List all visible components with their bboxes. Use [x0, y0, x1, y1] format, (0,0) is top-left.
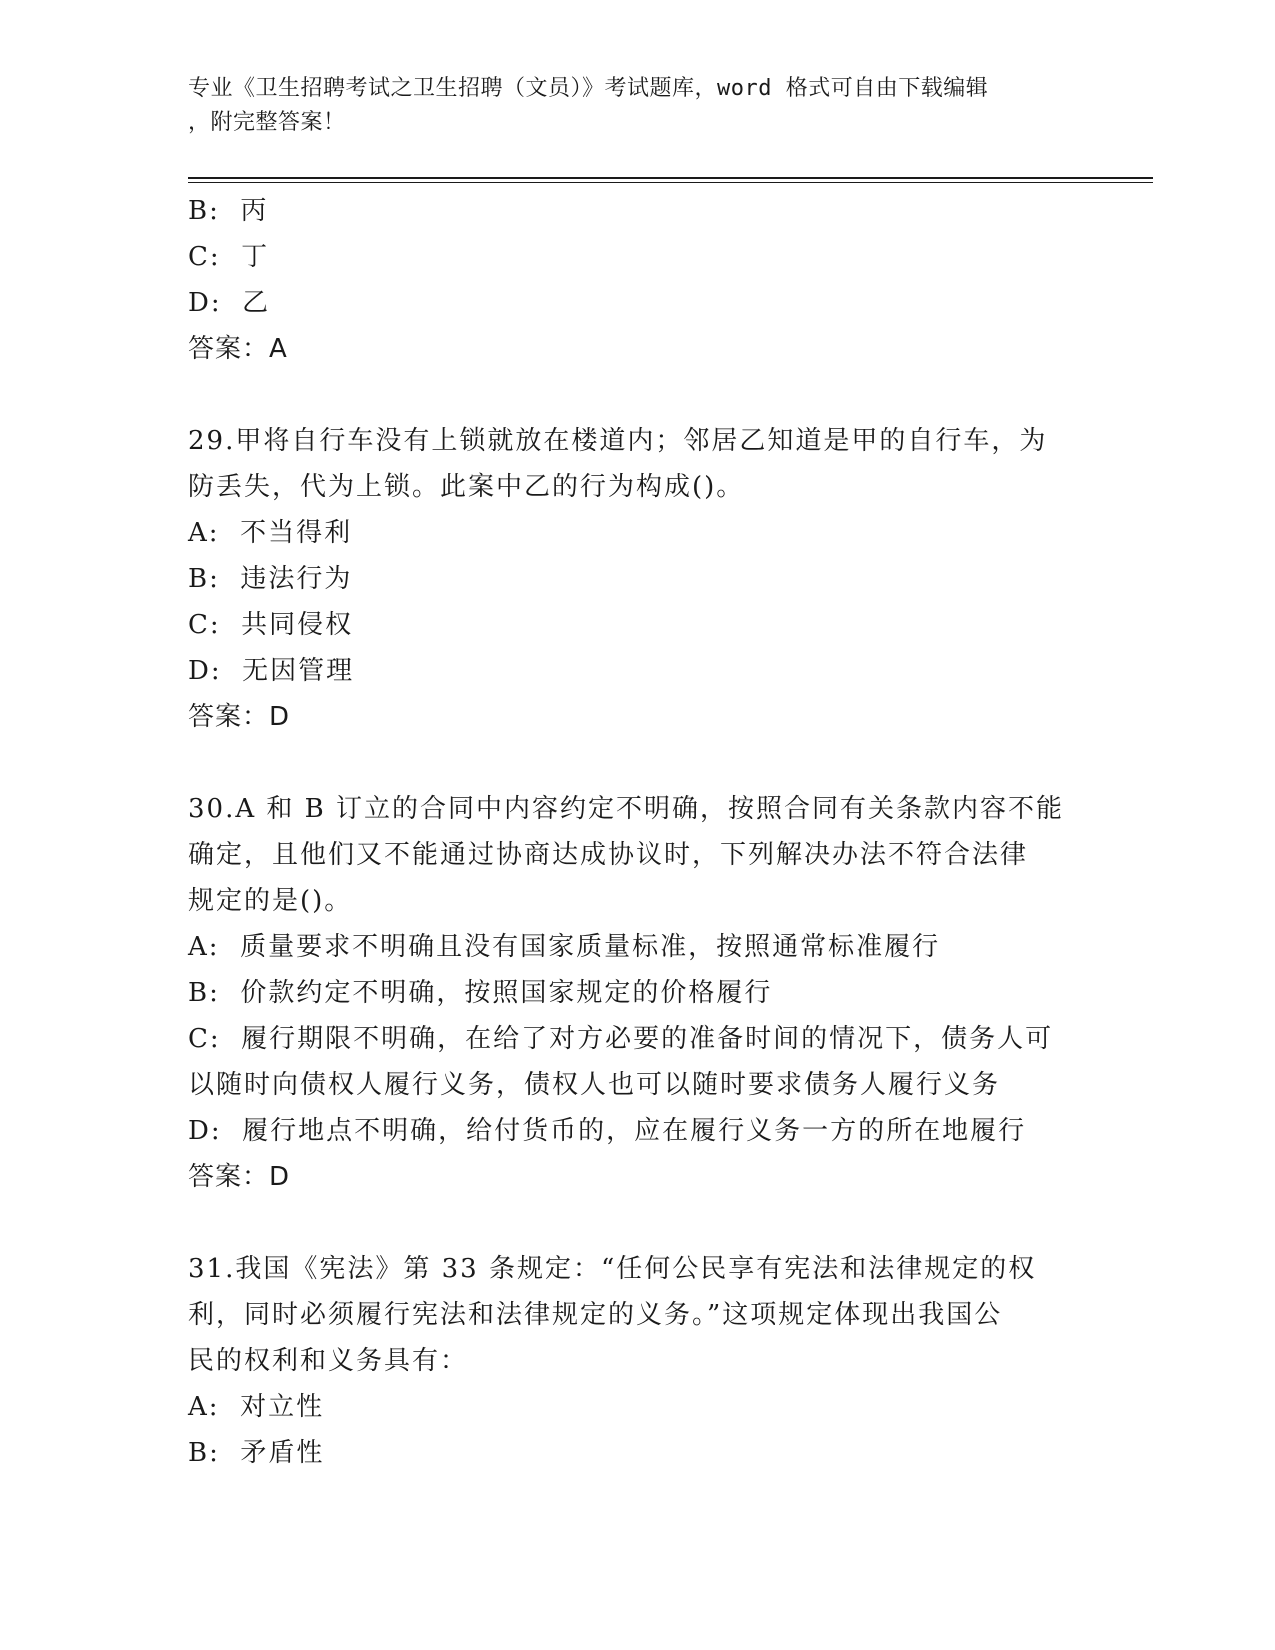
prev-question-block [188, 188, 1068, 372]
spacer [188, 1200, 1068, 1246]
question-text-line: 确定，且他们又不能通过协商达成协议时，下列解决办法不符合法律 [188, 840, 1029, 870]
header-line-1: 专业《卫生招聘考试之卫生招聘（文员）》考试题库，word 格式可自由下载编辑 [188, 76, 989, 101]
document-header [188, 72, 1068, 140]
question-text-line: 防丢失，代为上锁。此案中乙的行为构成()。 [188, 472, 745, 502]
option-d: D: 履行地点不明确，给付货币的，应在履行义务一方的所在地履行 [188, 1116, 1027, 1146]
option-a: A: 不当得利 [188, 518, 353, 548]
option-c-continued: 以随时向债权人履行义务，债权人也可以随时要求债务人履行义务 [188, 1070, 1001, 1100]
question-31 [188, 1246, 1068, 1476]
question-text-line: 29.甲将自行车没有上锁就放在楼道内；邻居乙知道是甲的自行车，为 [188, 426, 1048, 456]
option-b: B: 违法行为 [188, 564, 353, 594]
header-rule-thick [188, 177, 1153, 179]
answer-line: 答案：D [188, 1162, 291, 1192]
header-line-2: ，附完整答案！ [188, 110, 346, 135]
option-a: A: 对立性 [188, 1392, 325, 1422]
option-b: B: 矛盾性 [188, 1438, 325, 1468]
question-text-line: 民的权利和义务具有： [188, 1346, 469, 1376]
question-text-line: 30.A 和 B 订立的合同中内容约定不明确，按照合同有关条款内容不能 [188, 794, 1065, 824]
question-29 [188, 418, 1068, 740]
option-d: D: 乙 [188, 288, 271, 318]
answer-line: 答案：A [188, 334, 288, 364]
option-c: C: 丁 [188, 242, 270, 272]
option-b: B: 丙 [188, 196, 269, 226]
question-content [188, 188, 1068, 1476]
option-d: D: 无因管理 [188, 656, 355, 686]
question-text-line: 31.我国《宪法》第 33 条规定：“任何公民享有宪法和法律规定的权 [188, 1254, 1037, 1284]
option-a: A: 质量要求不明确且没有国家质量标准，按照通常标准履行 [188, 932, 941, 962]
header-rule-thin [188, 182, 1153, 183]
question-30 [188, 786, 1068, 1200]
spacer [188, 740, 1068, 786]
spacer [188, 372, 1068, 418]
option-c: C: 履行期限不明确，在给了对方必要的准备时间的情况下，债务人可 [188, 1024, 1054, 1054]
question-text-line: 利，同时必须履行宪法和法律规定的义务。”这项规定体现出我国公 [188, 1300, 1003, 1330]
answer-line: 答案：D [188, 702, 291, 732]
question-text-line: 规定的是()。 [188, 886, 353, 916]
option-c: C: 共同侵权 [188, 610, 354, 640]
option-b: B: 价款约定不明确，按照国家规定的价格履行 [188, 978, 773, 1008]
